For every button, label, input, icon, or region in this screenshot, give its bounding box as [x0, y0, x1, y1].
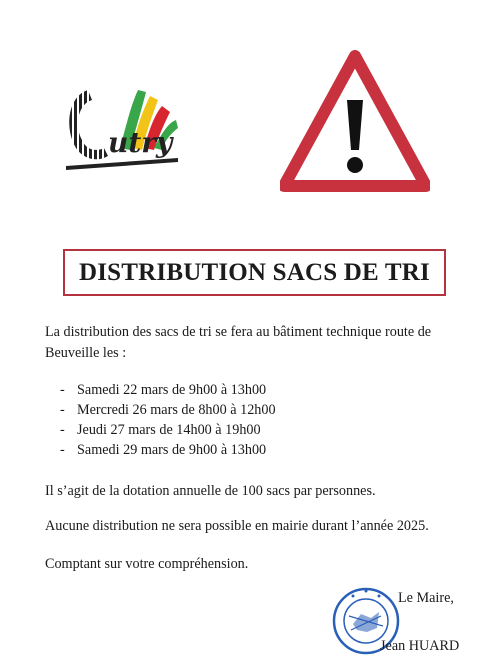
- closing-paragraph: Comptant sur votre compréhension.: [45, 556, 249, 572]
- svg-text:utry: utry: [108, 126, 173, 159]
- date-text: Mercredi 26 mars de 8h00 à 12h00: [77, 402, 276, 418]
- mairie-paragraph: Aucune distribution ne sera possible en mairie durant l’année 2025.: [45, 518, 429, 534]
- title-box: [63, 249, 446, 296]
- date-item: [60, 400, 276, 420]
- list-bullet: -: [60, 422, 65, 438]
- list-bullet: -: [60, 382, 65, 398]
- date-item: [60, 420, 276, 440]
- list-bullet: -: [60, 402, 65, 418]
- date-item: [60, 440, 276, 460]
- date-text: Samedi 29 mars de 9h00 à 13h00: [77, 442, 267, 458]
- page-title: DISTRIBUTION SACS DE TRI: [79, 258, 430, 286]
- signature-name: Jean HUARD: [380, 638, 460, 654]
- list-bullet: -: [60, 442, 65, 458]
- date-item: [60, 380, 276, 400]
- dotation-paragraph: Il s’agit de la dotation annuelle de 100 sacs par personnes.: [45, 483, 376, 499]
- dates-list: [60, 380, 276, 460]
- signature-role: Le Maire,: [398, 590, 454, 606]
- cutry-logo: [58, 78, 182, 174]
- intro-paragraph: La distribution des sacs de tri se fera au bâtiment technique route de Beuveille les :: [45, 324, 432, 361]
- warning-sign-icon: [280, 50, 430, 192]
- date-text: Samedi 22 mars de 9h00 à 13h00: [77, 382, 267, 398]
- date-text: Jeudi 27 mars de 14h00 à 19h00: [77, 422, 261, 438]
